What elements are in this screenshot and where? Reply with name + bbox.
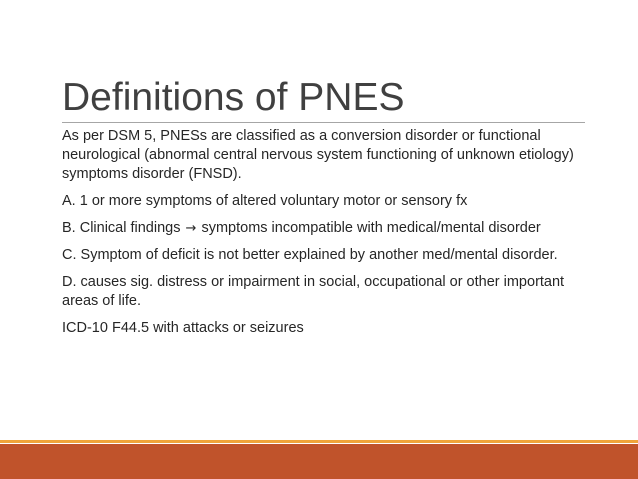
paragraph-criterion-a: A. 1 or more symptoms of altered voluntary motor or sensory fx	[62, 193, 468, 209]
footer-accent-line	[0, 440, 638, 443]
title-divider	[62, 122, 585, 123]
slide-body	[62, 127, 592, 346]
paragraph-dsm5: As per DSM 5, PNESs are classified as a conversion disorder or functional neurological (abnormal central nervous system functioning of unknown etiology) symptoms disorder (FNSD).	[62, 128, 574, 182]
footer-bar	[0, 444, 638, 479]
right-arrow-icon: →	[185, 221, 197, 236]
paragraph-criterion-d: D. causes sig. distress or impairment in social, occupational or other important areas of life.	[62, 274, 565, 309]
paragraph-icd10: ICD-10 F44.5 with attacks or seizures	[62, 320, 304, 336]
criterion-b-rest: symptoms incompatible with medical/mental disorder	[201, 220, 541, 236]
criterion-b-lead: B. Clinical findings	[62, 220, 181, 236]
slide-title: Definitions of PNES	[62, 76, 405, 119]
paragraph-criterion-c: C. Symptom of deficit is not better explained by another med/mental disorder.	[62, 247, 558, 263]
paragraph-criterion-b	[62, 219, 592, 238]
